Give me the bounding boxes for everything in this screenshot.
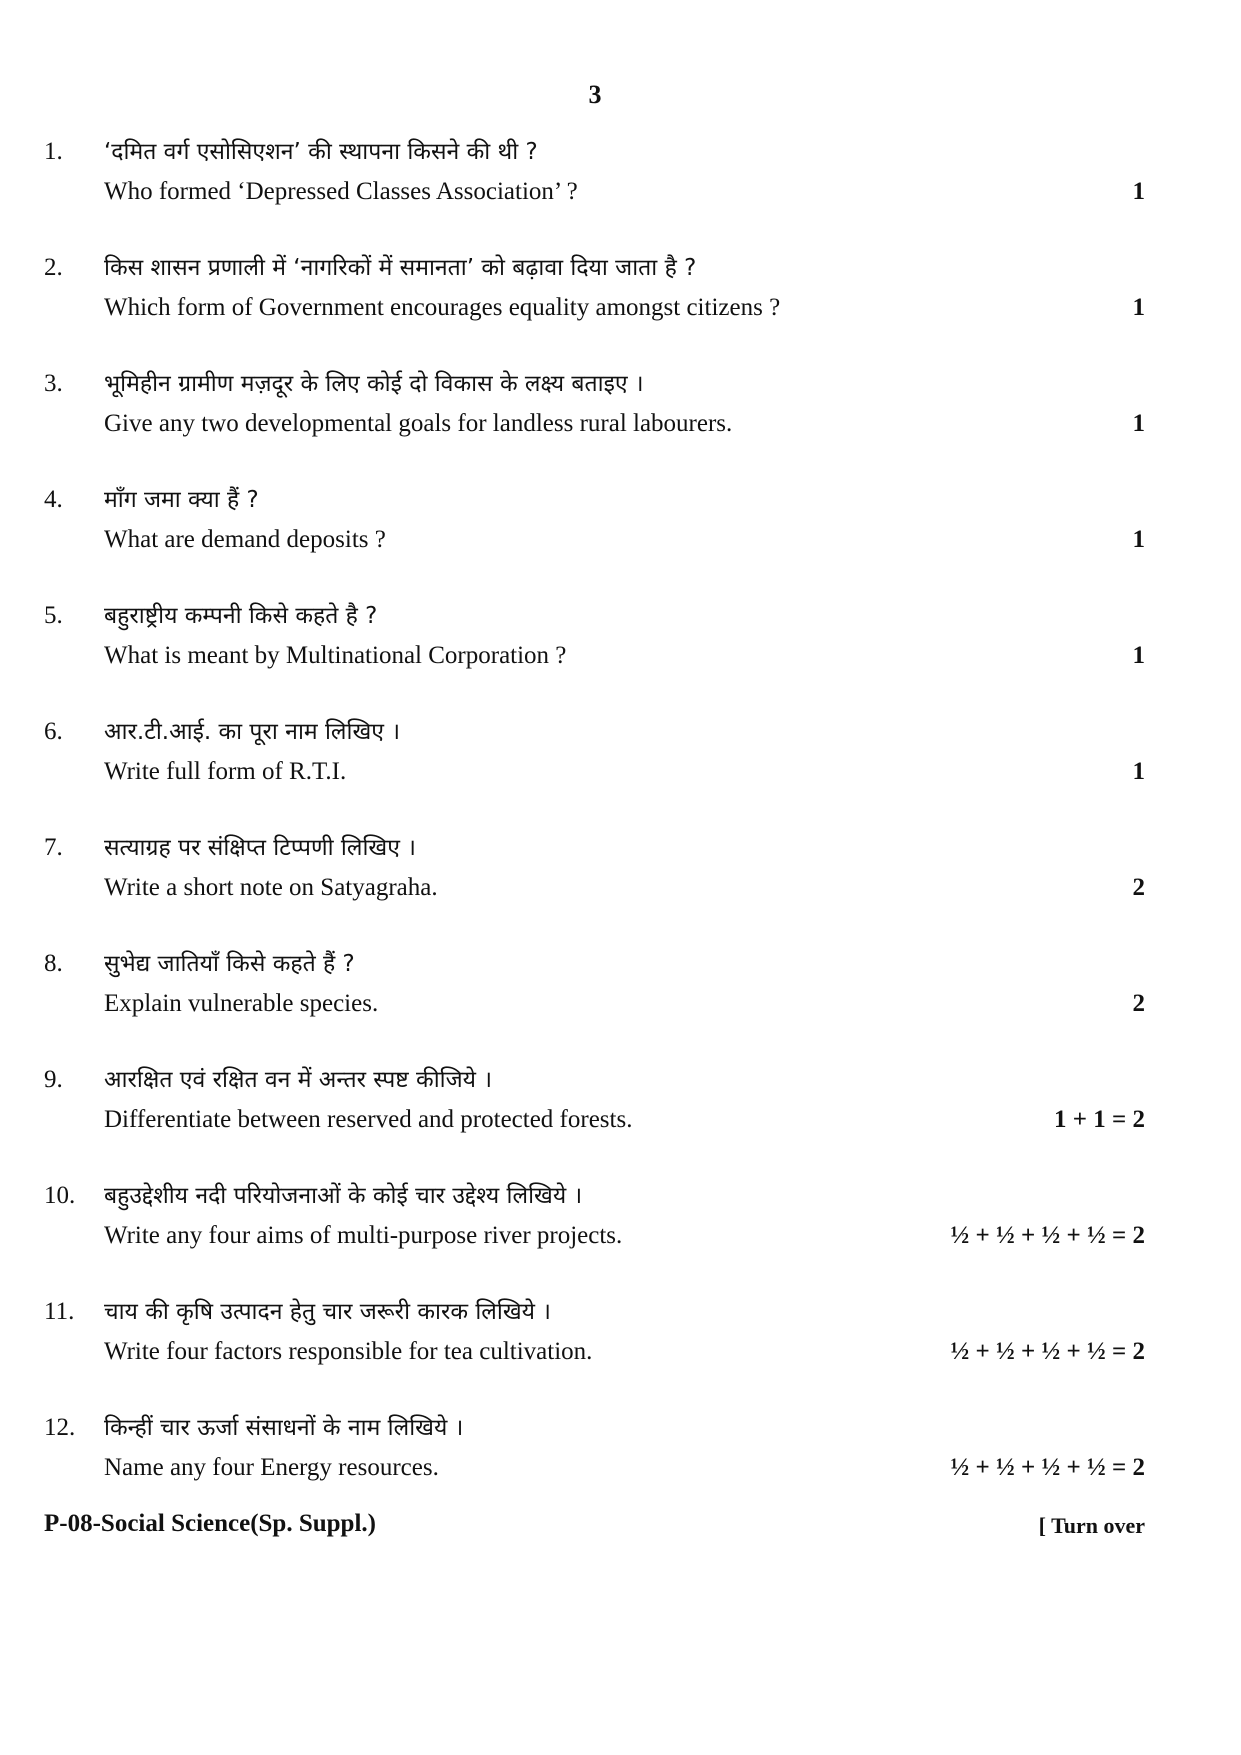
question-text-english: Write four factors responsible for tea cultivation. [104,1338,593,1365]
question-number: 6. [44,718,63,745]
question-marks: ½ + ½ + ½ + ½ = 2 [950,1454,1145,1481]
question-item [0,1172,1241,1288]
question-number: 2. [44,254,63,281]
question-text-hindi: माँग जमा क्या हैं ? [104,487,259,513]
question-item [0,824,1241,940]
question-item [0,244,1241,360]
question-item [0,360,1241,476]
question-marks: 1 [1132,758,1145,785]
question-text-english: What is meant by Multinational Corporation ? [104,642,567,669]
question-number: 12. [44,1414,76,1441]
question-marks: ½ + ½ + ½ + ½ = 2 [950,1222,1145,1249]
question-text-hindi: भूमिहीन ग्रामीण मज़दूर के लिए कोई दो विकास के लक्ष्य बताइए । [104,371,644,397]
question-number: 11. [44,1298,75,1325]
question-number: 5. [44,602,63,629]
question-text-hindi: बहुराष्ट्रीय कम्पनी किसे कहते है ? [104,603,378,629]
page-number: 3 [588,80,602,109]
question-text-hindi: बहुउद्देशीय नदी परियोजनाओं के कोई चार उद्देश्य लिखिये । [104,1183,583,1209]
question-text-english: Give any two developmental goals for landless rural labourers. [104,410,733,437]
question-marks: 2 [1132,874,1145,901]
question-item [0,940,1241,1056]
question-text-english: Write any four aims of multi-purpose river projects. [104,1222,623,1249]
question-text-english: Who formed ‘Depressed Classes Association’ ? [104,178,578,205]
question-list [0,128,1241,1520]
question-text-english: Write full form of R.T.I. [104,758,347,785]
question-number: 1. [44,138,63,165]
question-item [0,1056,1241,1172]
question-item [0,708,1241,824]
question-marks: ½ + ½ + ½ + ½ = 2 [950,1338,1145,1365]
question-marks: 1 + 1 = 2 [1054,1106,1145,1133]
question-text-hindi: किन्हीं चार ऊर्जा संसाधनों के नाम लिखिये । [104,1415,464,1441]
question-text-english: Name any four Energy resources. [104,1454,439,1481]
question-item [0,1404,1241,1520]
question-text-english: Explain vulnerable species. [104,990,379,1017]
question-text-hindi: आरक्षित एवं रक्षित वन में अन्तर स्पष्ट कीजिये । [104,1067,493,1093]
question-number: 8. [44,950,63,977]
question-number: 7. [44,834,63,861]
question-text-hindi: सत्याग्रह पर संक्षिप्त टिप्पणी लिखिए । [104,835,416,861]
turn-over-note: [ Turn over [1038,1513,1145,1538]
question-text-hindi: किस शासन प्रणाली में ‘नागरिकों में समानता’ को बढ़ावा दिया जाता है ? [104,255,697,281]
question-item [0,592,1241,708]
question-marks: 1 [1132,642,1145,669]
question-marks: 1 [1132,410,1145,437]
paper-code: P-08-Social Science(Sp. Suppl.) [44,1510,376,1537]
question-marks: 2 [1132,990,1145,1017]
question-item [0,1288,1241,1404]
question-text-english: Write a short note on Satyagraha. [104,874,438,901]
question-marks: 1 [1132,178,1145,205]
question-text-hindi: ‘दमित वर्ग एसोसिएशन’ की स्थापना किसने की थी ? [104,139,538,165]
question-text-hindi: आर.टी.आई. का पूरा नाम लिखिए । [104,719,401,745]
question-marks: 1 [1132,294,1145,321]
question-number: 9. [44,1066,63,1093]
question-text-english: Which form of Government encourages equality amongst citizens ? [104,294,781,321]
question-text-english: Differentiate between reserved and protected forests. [104,1106,633,1133]
question-item [0,476,1241,592]
question-number: 3. [44,370,63,397]
question-number: 4. [44,486,63,513]
question-number: 10. [44,1182,76,1209]
question-text-hindi: सुभेद्य जातियाँ किसे कहते हैं ? [104,951,355,977]
question-item [0,128,1241,244]
question-marks: 1 [1132,526,1145,553]
question-text-english: What are demand deposits ? [104,526,386,553]
question-text-hindi: चाय की कृषि उत्पादन हेतु चार जरूरी कारक लिखिये । [104,1299,552,1325]
